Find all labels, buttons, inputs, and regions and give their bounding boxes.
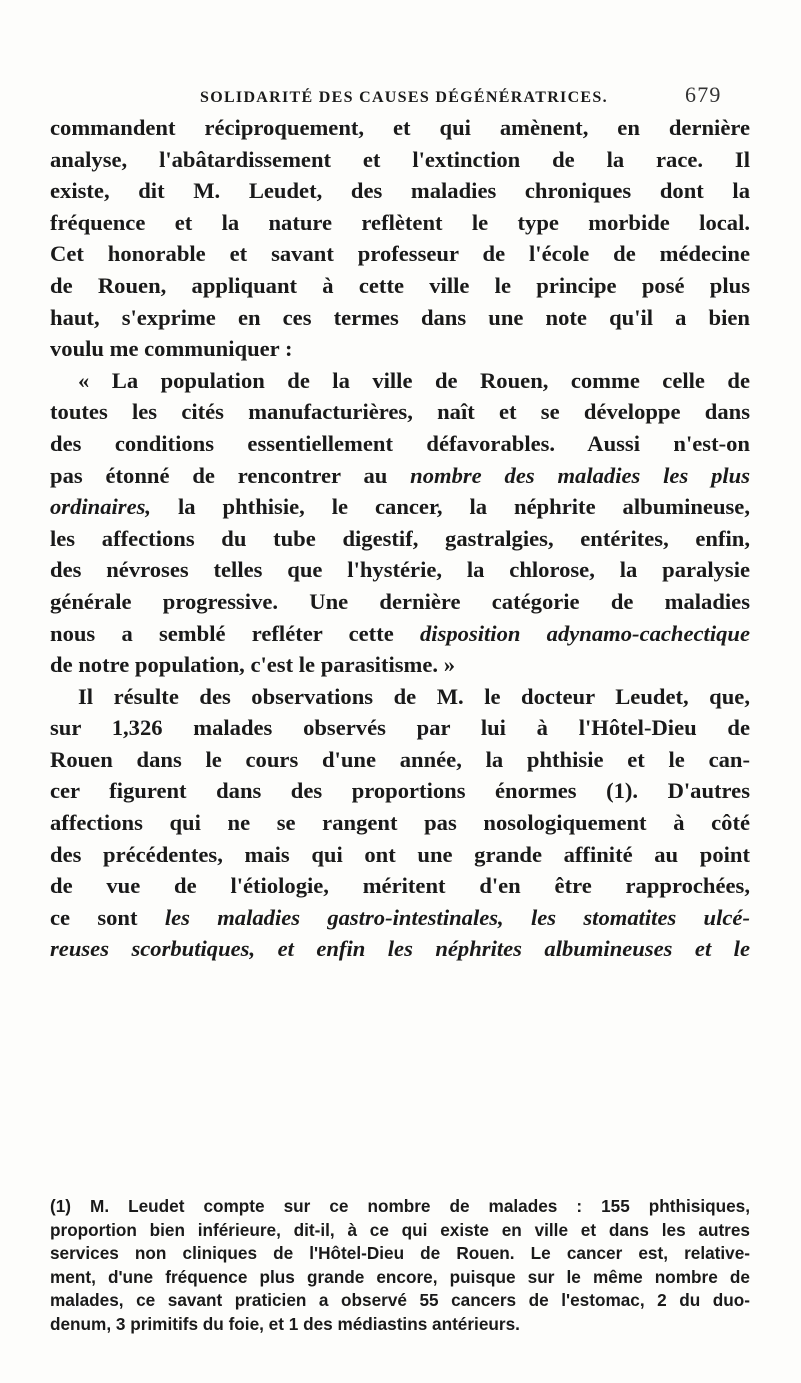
text-line (50, 428, 750, 460)
text-run: ce sont (50, 904, 165, 930)
text-run: Cet honorable et savant professeur de l'école de médecine (50, 241, 750, 267)
text-line (50, 618, 750, 650)
text-run: analyse, l'abâtardissement et l'extinction de la race. Il (50, 146, 750, 172)
page-number: 679 (685, 82, 722, 107)
text-line (50, 333, 750, 365)
italic-run: disposition adynamo-cachectique (420, 620, 750, 646)
footnote-line: malades, ce savant praticien a observé 55 cancers de l'estomac, 2 du duo- (50, 1290, 750, 1311)
main-text (50, 112, 750, 965)
text-run: des névroses telles que l'hystérie, la chlorose, la paralysie (50, 557, 750, 583)
text-run: Rouen dans le cours d'une année, la phthisie et le can- (50, 746, 750, 772)
text-line (50, 775, 750, 807)
italic-run: les maladies gastro-intestinales, les stomatites ulcé- (164, 904, 750, 930)
text-line (50, 933, 750, 965)
italic-run: reuses scorbutiques, et enfin les néphrites albumineuses et le (50, 936, 750, 962)
text-run: les affections du tube digestif, gastralgies, entérites, enfin, (50, 525, 750, 551)
text-run: voulu me communiquer : (50, 336, 293, 362)
text-line (50, 270, 750, 302)
text-run: existe, dit M. Leudet, des maladies chroniques dont la (50, 178, 750, 204)
text-line (50, 207, 750, 239)
text-line (50, 365, 750, 397)
text-run: de notre population, c'est le parasitisme. » (50, 652, 455, 678)
text-line (50, 839, 750, 871)
text-run: sur 1,326 malades observés par lui à l'Hôtel-Dieu de (50, 715, 750, 741)
text-line (50, 302, 750, 334)
text-run: pas étonné de rencontrer au (50, 462, 411, 488)
text-line (50, 554, 750, 586)
text-line (50, 586, 750, 618)
text-run: de vue de l'étiologie, méritent d'en être rapprochées, (50, 873, 750, 899)
footnote-line: services non cliniques de l'Hôtel-Dieu de Rouen. Le cancer est, relative- (50, 1243, 750, 1264)
italic-run: nombre des maladies les plus (410, 462, 750, 488)
text-line (50, 807, 750, 839)
text-line (50, 491, 750, 523)
text-line (50, 712, 750, 744)
running-head (200, 82, 722, 108)
text-run: Il résulte des observations de M. le docteur Leudet, que, (78, 683, 750, 709)
text-line (50, 460, 750, 492)
text-line (50, 144, 750, 176)
text-line (50, 744, 750, 776)
text-line (50, 112, 750, 144)
text-run: affections qui ne se rangent pas nosologiquement à côté (50, 810, 750, 836)
text-line (50, 649, 750, 681)
text-run: de Rouen, appliquant à cette ville le principe posé plus (50, 272, 750, 298)
footnote-line: denum, 3 primitifs du foie, et 1 des médiastins antérieurs. (50, 1313, 520, 1334)
text-run: commandent réciproquement, et qui amènent, en dernière (50, 115, 750, 140)
text-line (50, 870, 750, 902)
text-line (50, 396, 750, 428)
text-line (50, 238, 750, 270)
text-line (50, 523, 750, 555)
footnote-line: (1) M. Leudet compte sur ce nombre de malades : 155 phthisiques, (50, 1196, 750, 1216)
italic-run: ordinaires, (50, 494, 152, 520)
running-title: SOLIDARITÉ DES CAUSES DÉGÉNÉRATRICES. (200, 89, 608, 106)
text-run: fréquence et la nature reflètent le type morbide local. (50, 209, 750, 235)
text-line (50, 175, 750, 207)
text-run: cer figurent dans des proportions énormes (1). D'autres (50, 778, 750, 804)
text-line (50, 902, 750, 934)
text-run: des conditions essentiellement défavorables. Aussi n'est-on (50, 430, 750, 456)
text-run: des précédentes, mais qui ont une grande affinité au point (50, 841, 750, 867)
footnote-line: ment, d'une fréquence plus grande encore, puisque sur le même nombre de (50, 1266, 750, 1287)
text-run: la phthisie, le cancer, la néphrite albumineuse, (151, 494, 750, 520)
footnote (50, 1195, 750, 1337)
text-run: toutes les cités manufacturières, naît et se développe dans (50, 399, 750, 425)
footnote-line: proportion bien inférieure, dit-il, à ce qui existe en ville et dans les autres (50, 1219, 750, 1240)
text-line (50, 681, 750, 713)
text-run: nous a semblé refléter cette (50, 620, 420, 646)
text-run: « La population de la ville de Rouen, comme celle de (78, 367, 750, 393)
text-run: générale progressive. Une dernière catégorie de maladies (50, 588, 750, 614)
text-run: haut, s'exprime en ces termes dans une note qu'il a bien (50, 304, 750, 330)
